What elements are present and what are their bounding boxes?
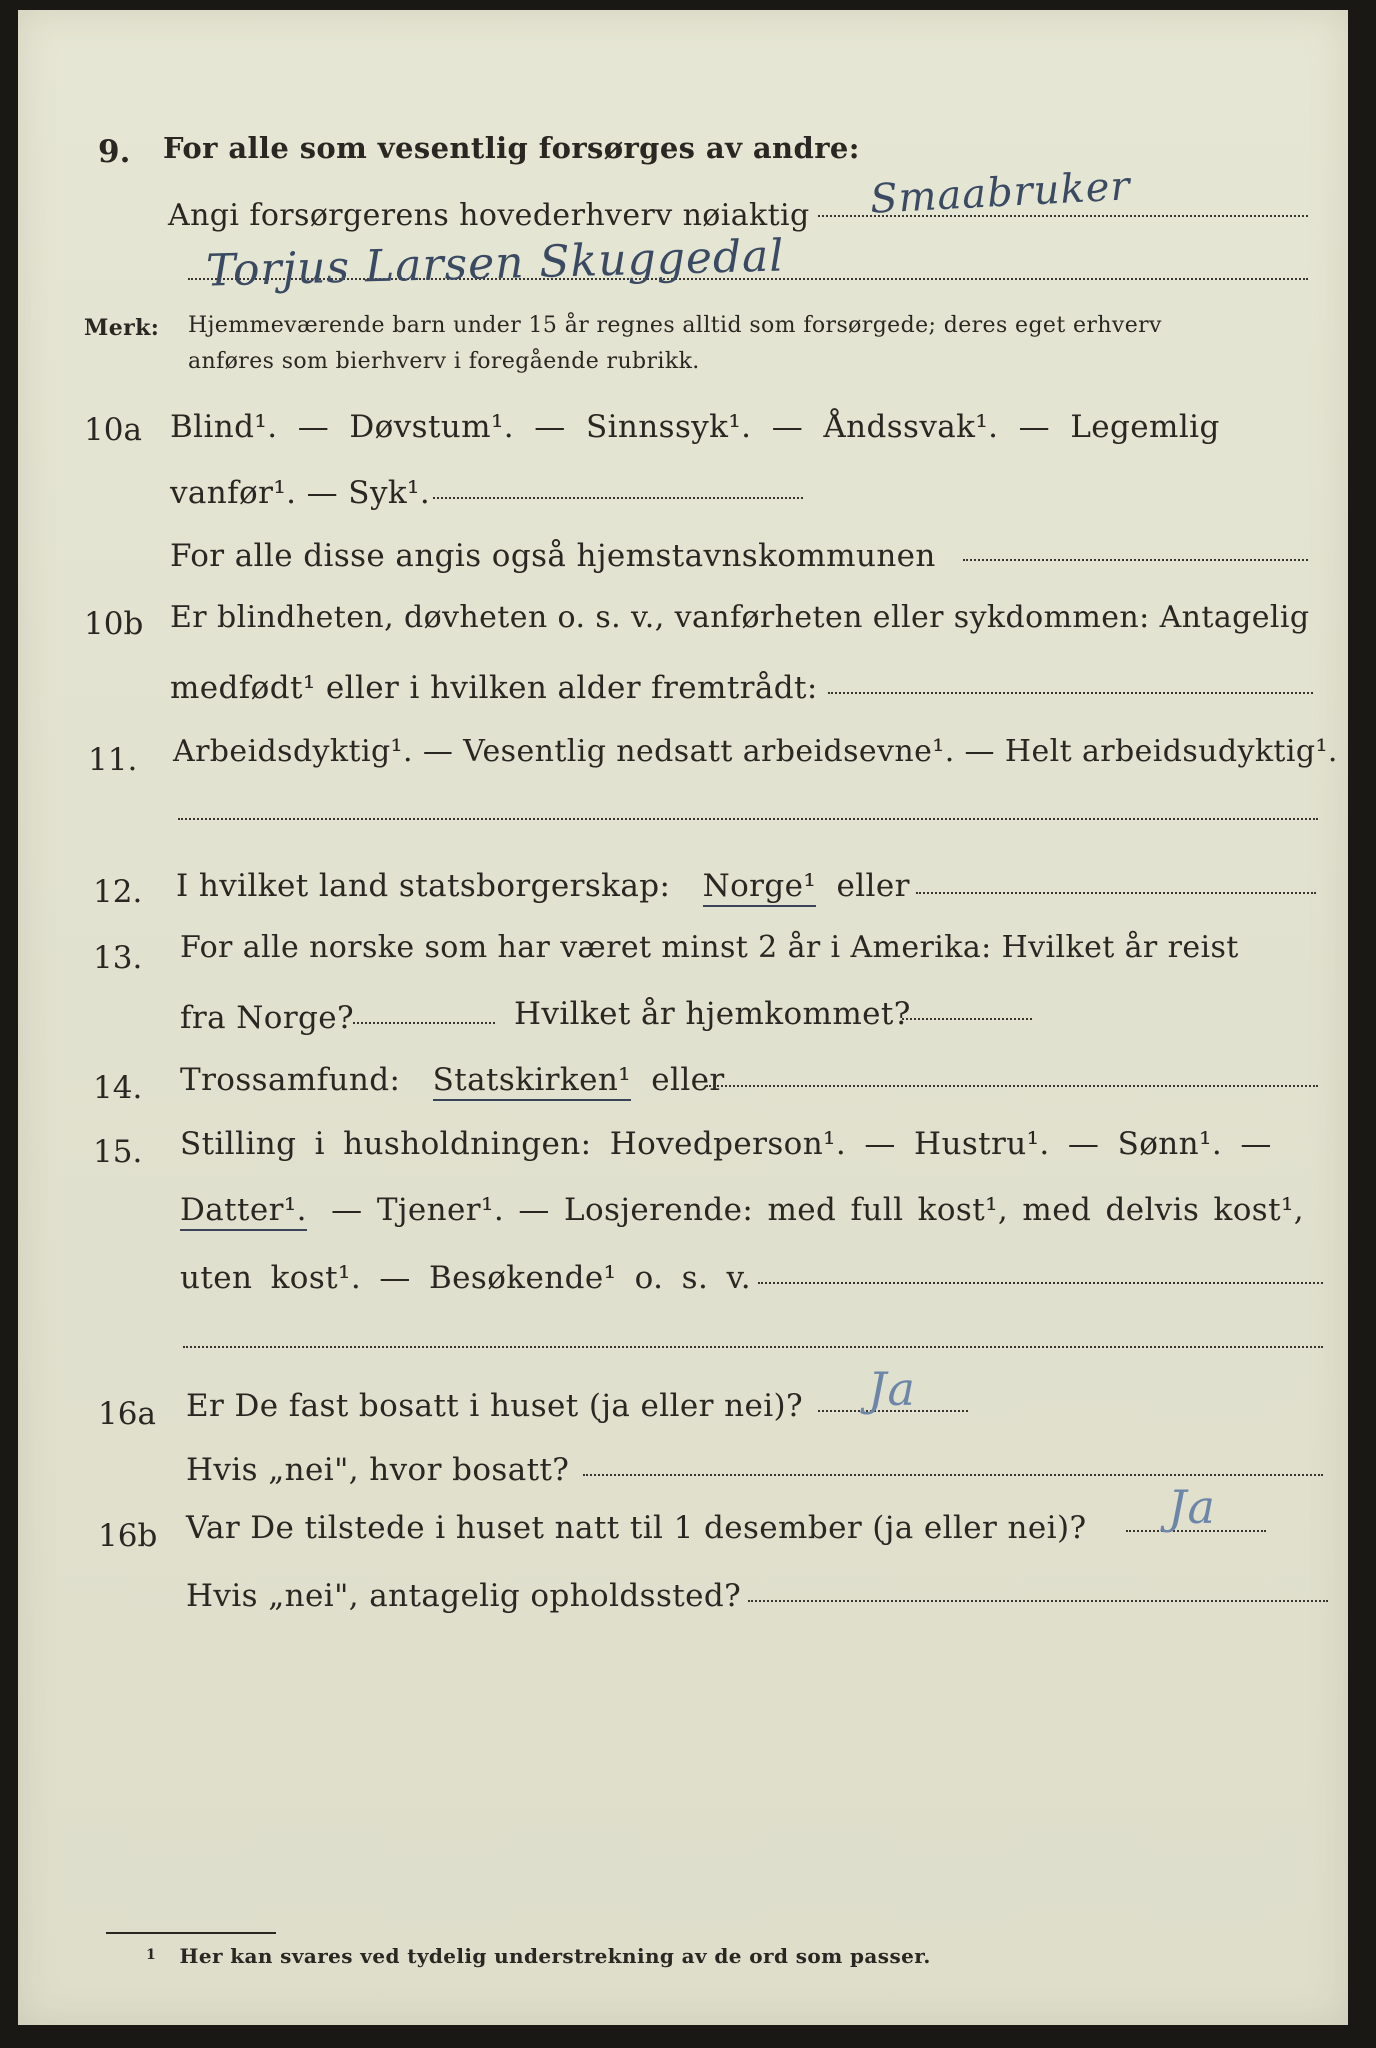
merk-line1: Hjemmeværende barn under 15 år regnes alltid som forsørgede; deres eget erhverv [188,313,1162,338]
q12-number: 12. [93,874,143,910]
q10b-number: 10b [84,606,144,642]
q10a-line2: vanfør¹. — Syk¹. [170,475,431,511]
q10b-line1: Er blindheten, døvheten o. s. v., vanførheten eller sykdommen: Antagelig [170,600,1310,635]
q10a-answer-line [433,497,803,499]
q16a-residence-line [583,1474,1323,1476]
q14-prefix: Trossamfund: [180,1062,401,1098]
q16b-handwritten-answer: Ja [1168,1480,1216,1534]
q13-departure-line [353,1022,495,1024]
q12-line [176,866,910,906]
q10a-line1: Blind¹. — Døvstum¹. — Sinnssyk¹. — Åndssvak¹. — Legemlig [170,409,1220,445]
q14-suffix: eller [651,1062,725,1098]
q12-suffix: eller [836,868,910,904]
merk-label: Merk: [84,315,160,341]
q15-extra-line [183,1346,1323,1348]
q16a-handwritten-answer: Ja [868,1362,916,1416]
q16b-line2: Hvis „nei", antagelig opholdssted? [186,1578,742,1614]
q9-title: For alle som vesentlig forsørges av andre: [163,131,860,165]
q10a-line3: For alle disse angis også hjemstavnskommunen [170,538,936,574]
q12-answer-line [916,892,1316,894]
q12-prefix: I hvilket land statsborgerskap: [176,868,671,904]
footnote-rule [106,1932,276,1934]
q14-answer-line [706,1085,1318,1087]
census-form-page [18,10,1348,2025]
q9-handwritten-occupation: Smaabruker [868,163,1132,223]
q13-line2b: Hvilket år hjemkommet? [514,996,911,1032]
q9-handwritten-name: Torjus Larsen Skuggedal [205,230,785,297]
q13-number: 13. [93,940,143,976]
q16b-location-line [748,1600,1328,1602]
q11-answer-line [178,818,1318,820]
q14-number: 14. [93,1070,143,1106]
q11-number: 11. [88,742,138,778]
q13-line1: For alle norske som har været minst 2 år i Amerika: Hvilket år reist [180,930,1239,965]
q15-answer-line [758,1282,1323,1284]
q14-line [180,1060,725,1100]
q14-answer-statskirken: Statskirken¹ [433,1062,631,1101]
q15-answer-datter: Datter¹. [180,1192,307,1231]
q16a-number: 16a [98,1396,156,1432]
q16a-line2: Hvis „nei", hvor bosatt? [186,1452,570,1488]
q16b-number: 16b [98,1518,158,1554]
q9-number: 9. [98,134,131,170]
q15-number: 15. [93,1134,143,1170]
q15-line2 [180,1190,1304,1230]
q10b-line2: medfødt¹ eller i hvilken alder fremtrådt: [170,670,818,706]
q15-line3: uten kost¹. — Besøkende¹ o. s. v. [180,1260,751,1296]
q15-line2-rest: — Tjener¹. — Losjerende: med full kost¹, med delvis kost¹, [331,1192,1305,1228]
q13-line2a: fra Norge? [180,1000,355,1036]
footnote-text: Her kan svares ved tydelig understrekning av de ord som passer. [179,1944,931,1968]
q11-line1: Arbeidsdyktig¹. — Vesentlig nedsatt arbeidsevne¹. — Helt arbeidsudyktig¹. [173,734,1338,769]
q10b-answer-line [828,692,1313,694]
q12-answer-norge: Norge¹ [703,868,817,907]
q13-return-line [902,1018,1032,1020]
q16a-line1: Er De fast bosatt i huset (ja eller nei)? [186,1388,804,1424]
q15-line1: Stilling i husholdningen: Hovedperson¹. — Hustru¹. — Sønn¹. — [180,1126,1272,1162]
merk-line2: anføres som bierhverv i foregående rubrikk. [188,349,700,374]
q16b-line1: Var De tilstede i huset natt til 1 desember (ja eller nei)? [186,1510,1087,1546]
q10a-home-line [963,559,1308,561]
footnote-mark: 1 [146,1947,157,1963]
footnote [146,1940,931,1971]
q10a-number: 10a [84,412,142,448]
q9-line2: Angi forsørgerens hovederhverv nøiaktig [168,198,810,233]
